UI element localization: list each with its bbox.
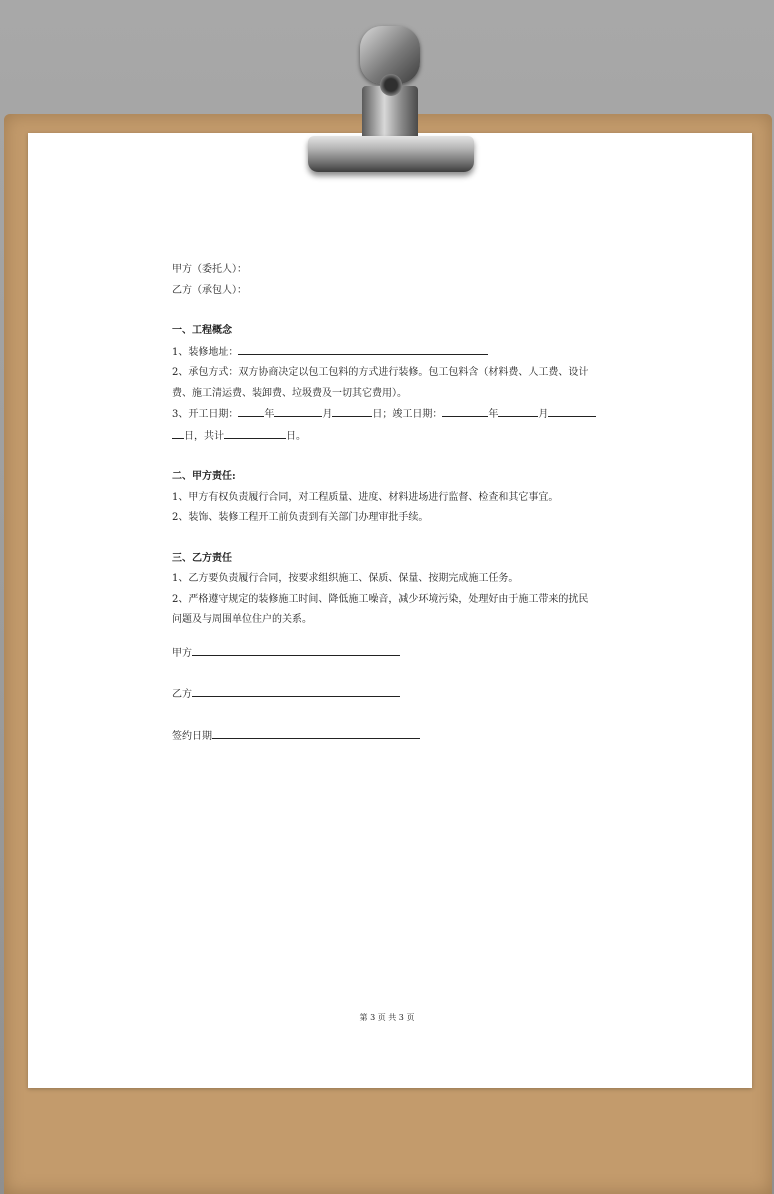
section1-title: 一、工程概念 bbox=[172, 325, 232, 336]
start-date-label: 3、开工日期： bbox=[172, 409, 239, 420]
section3-item2-line1: 2、严格遵守规定的装修施工时间、降低施工噪音，减少环境污染，处理好由于施工带来的扰民 bbox=[172, 593, 589, 605]
start-year-label: 年 bbox=[264, 409, 275, 420]
total-days-blank bbox=[224, 426, 286, 439]
end-day-blank-2 bbox=[172, 426, 184, 439]
end-month-blank bbox=[498, 404, 538, 417]
contract-method-line2: 费、施工清运费、装卸费、垃圾费及一切其它费用）。 bbox=[172, 387, 407, 399]
signature-date-label: 签约日期 bbox=[172, 730, 212, 742]
end-date-label: 日；竣工日期： bbox=[372, 409, 443, 420]
start-month-label: 月 bbox=[322, 409, 333, 420]
section2-title: 二、甲方责任: bbox=[172, 471, 236, 482]
end-year-blank bbox=[442, 404, 488, 417]
contract-method-line1: 2、承包方式：双方协商决定以包工包料的方式进行装修。包工包料含（材料费、人工费、设计 bbox=[172, 367, 589, 378]
start-year-blank bbox=[238, 404, 264, 417]
signature-party-a-blank bbox=[192, 643, 400, 656]
section2-item1: 1、甲方有权负责履行合同，对工程质量、进度、材料进场进行监督、检查和其它事宜。 bbox=[172, 491, 559, 503]
signature-date-blank bbox=[212, 726, 420, 739]
party-a-line: 甲方（委托人）： bbox=[172, 264, 247, 275]
end-day-blank bbox=[548, 404, 596, 417]
section2-item2: 2、装饰、装修工程开工前负责到有关部门办理审批手续。 bbox=[172, 512, 429, 523]
address-line bbox=[172, 342, 612, 364]
total-label: 日，共计 bbox=[184, 430, 224, 442]
binder-clip bbox=[300, 24, 480, 178]
signature-party-a bbox=[172, 643, 612, 665]
signature-date bbox=[172, 726, 612, 748]
clip-hole bbox=[380, 74, 402, 96]
signature-party-b bbox=[172, 684, 612, 706]
start-month-blank bbox=[274, 404, 322, 417]
party-b-line: 乙方（承包人）： bbox=[172, 284, 247, 296]
section3-title: 三、乙方责任 bbox=[172, 552, 232, 564]
clip-bar bbox=[308, 136, 474, 172]
start-day-blank bbox=[332, 404, 372, 417]
section3-item2-line2: 问题及与周围单位住户的关系。 bbox=[172, 614, 312, 625]
page-footer: 第 3 页 共 3 页 bbox=[359, 1013, 415, 1022]
section3-item1: 1、乙方要负责履行合同，按要求组织施工、保质、保量、按期完成施工任务。 bbox=[172, 573, 519, 584]
end-month-label: 月 bbox=[538, 409, 549, 420]
signature-party-b-blank bbox=[192, 684, 400, 697]
address-label: 1、装修地址： bbox=[172, 346, 239, 358]
contract-body bbox=[172, 260, 612, 747]
signature-party-b-label: 乙方 bbox=[172, 689, 192, 700]
end-year-label: 年 bbox=[488, 409, 499, 420]
signature-party-a-label: 甲方 bbox=[172, 647, 192, 659]
days-label: 日。 bbox=[286, 430, 306, 442]
dates-line2 bbox=[172, 426, 612, 448]
dates-line1 bbox=[172, 404, 612, 426]
address-blank bbox=[238, 342, 488, 355]
